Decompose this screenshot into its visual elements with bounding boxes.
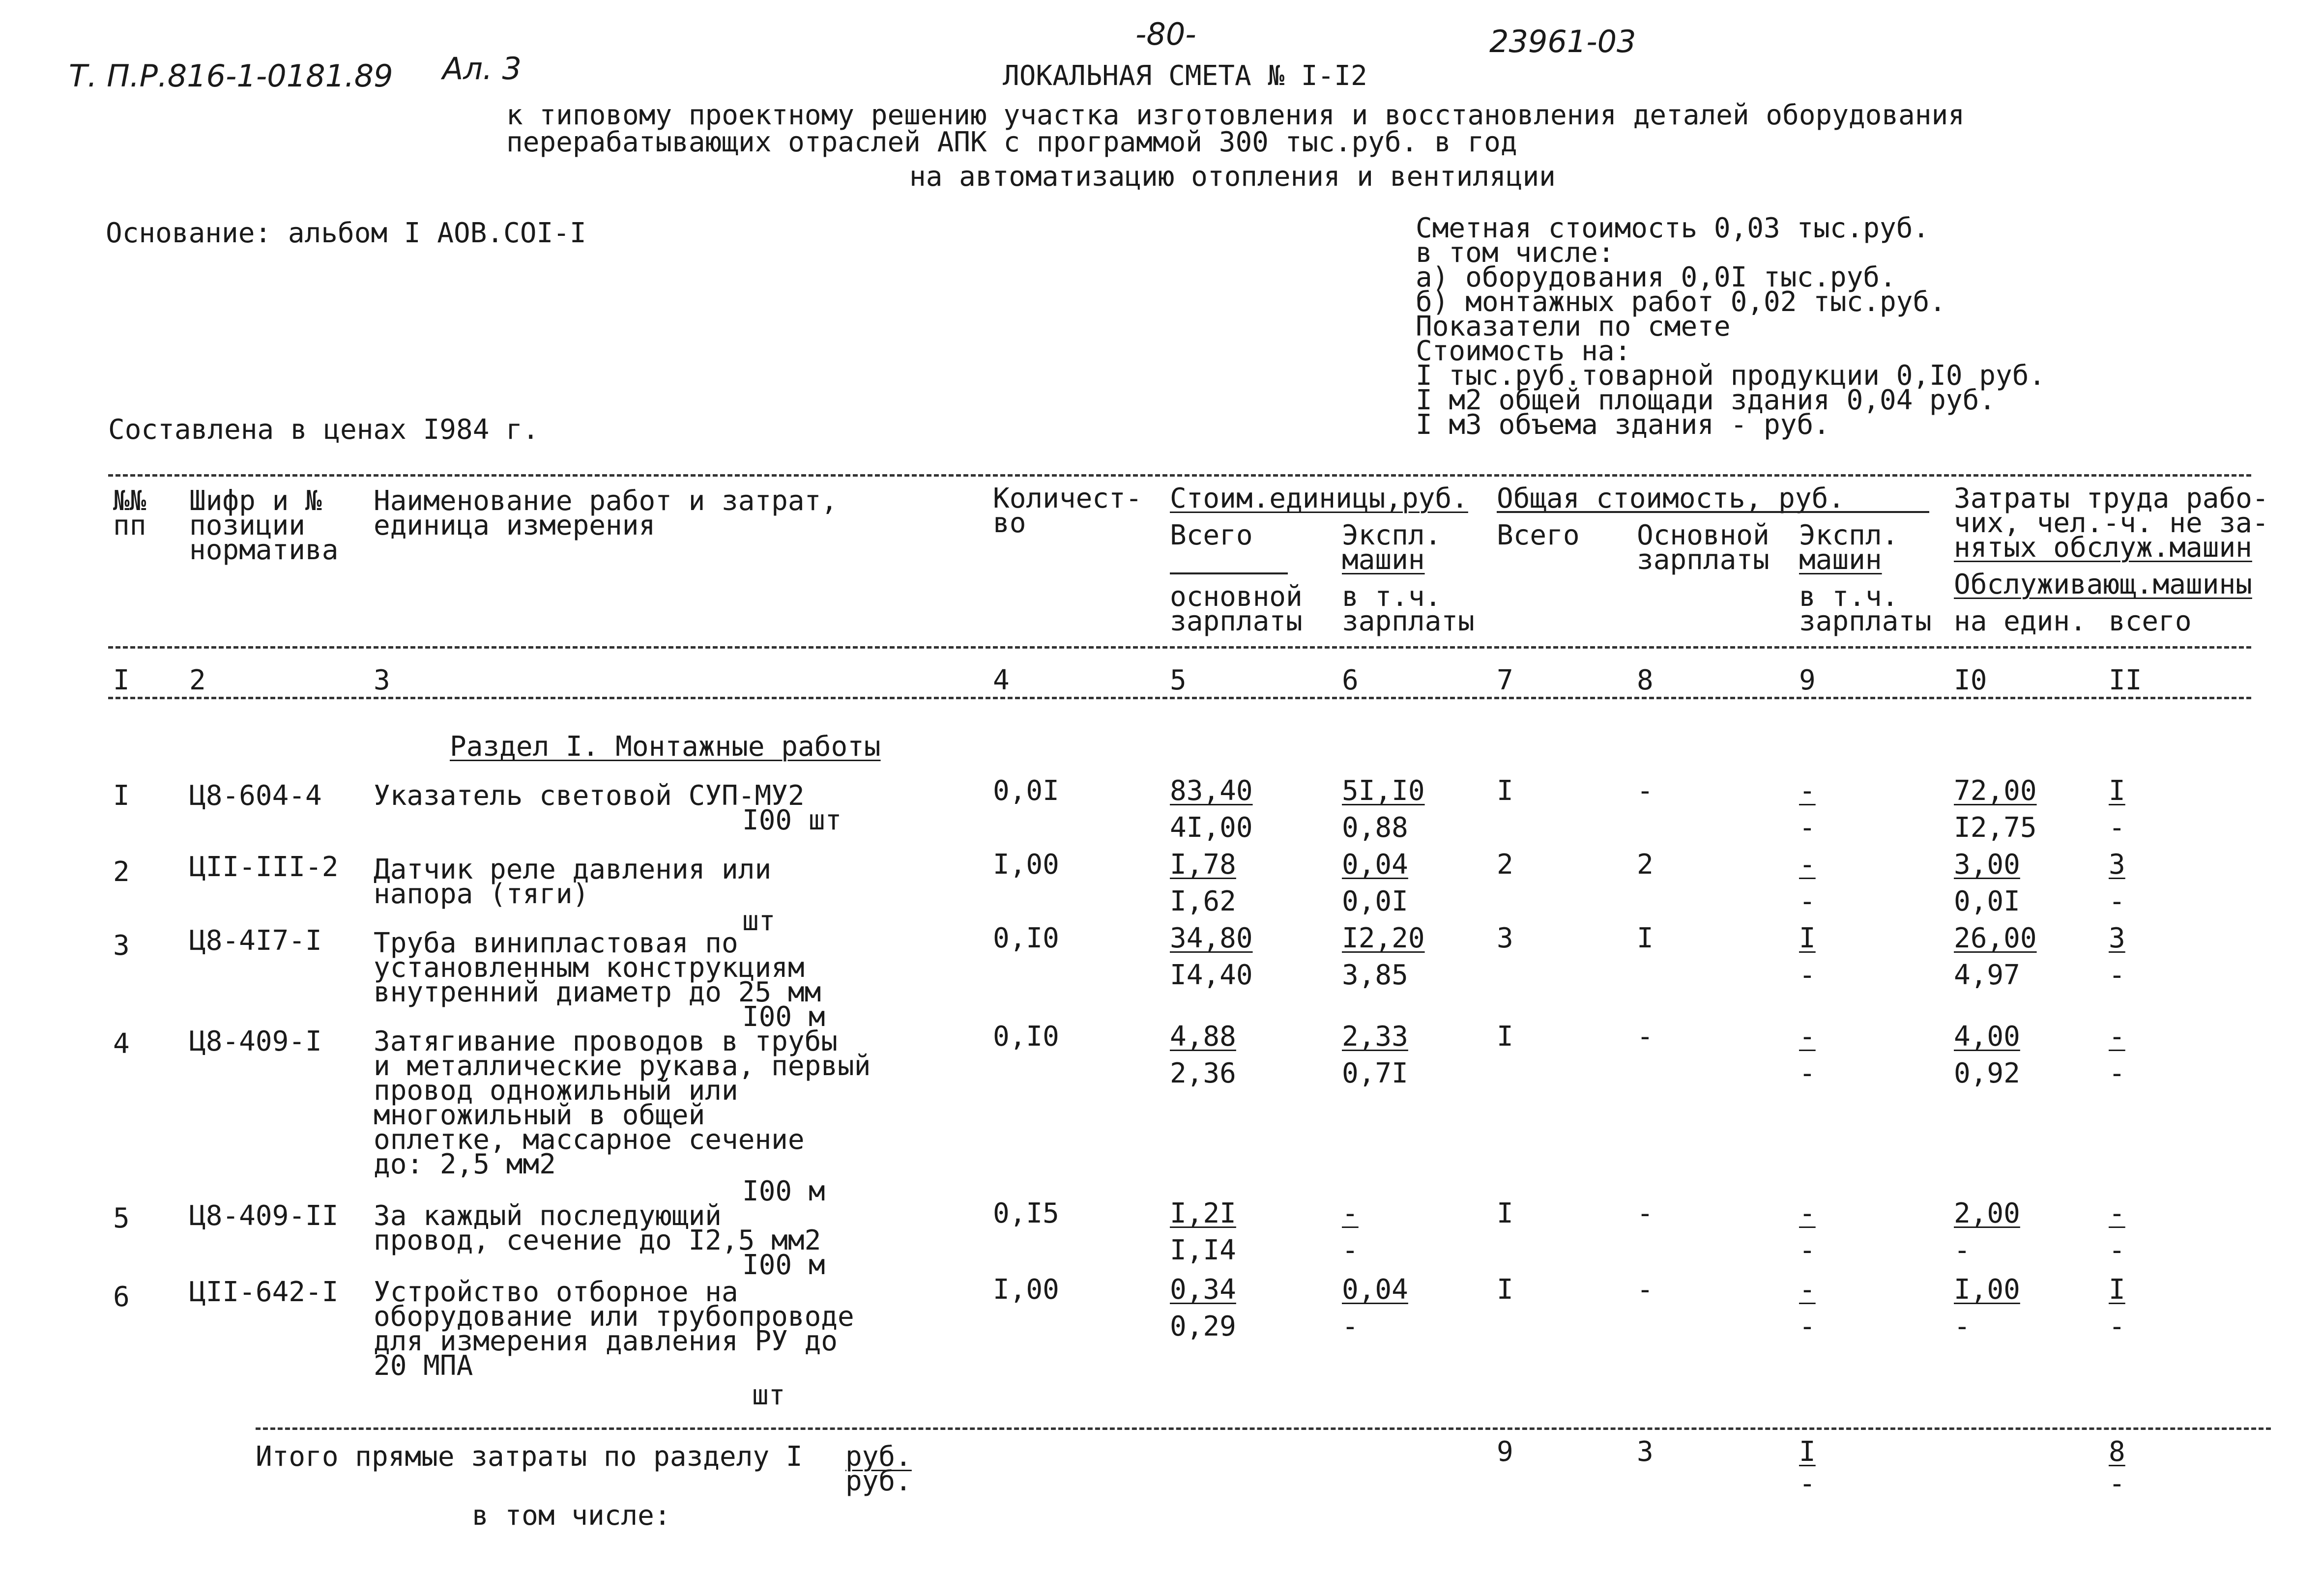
column-numbers-rule	[108, 697, 2251, 699]
row-labor-unit-service: 0,0I	[1954, 885, 2020, 917]
col-2-header: норматива	[189, 534, 339, 566]
row-unit-machine-wage: 0,88	[1342, 812, 1408, 844]
labor-header: нятых обслуж.машин	[1954, 532, 2252, 564]
total-wage-header: зарплаты	[1637, 544, 1770, 576]
row-unit-machine-wage: 3,85	[1342, 959, 1408, 991]
row-total-wage: I	[1637, 922, 1654, 954]
row-labor-all-service: -	[2109, 812, 2125, 844]
row-unit-machine: 5I,I0	[1342, 775, 1425, 807]
row-total: I	[1497, 775, 1513, 807]
summary-line: I м3 объема здания - руб.	[1416, 409, 1830, 441]
row-unit-machine-wage: -	[1342, 1311, 1359, 1342]
row-total-wage: -	[1637, 1197, 1654, 1229]
column-number: I0	[1954, 664, 1987, 696]
row-unit-total: 4,88	[1170, 1021, 1236, 1053]
total-cost-header: Общая стоимость, руб.	[1497, 483, 1845, 514]
summary-line: в том числе:	[1416, 237, 1615, 269]
summary-line: а) оборудования 0,0I тыс.руб.	[1416, 261, 1896, 293]
row-name: для измерения давления РУ до	[374, 1325, 838, 1357]
row-unit-total: I,2I	[1170, 1197, 1236, 1229]
column-number: 8	[1637, 664, 1654, 696]
project-code: Т. П.Р.816-1-0181.89	[69, 58, 393, 94]
row-total-machine: I	[1799, 922, 1816, 954]
unit-wage-header: зарплаты	[1170, 605, 1303, 637]
row-unit: I00 м	[742, 1249, 825, 1281]
row-labor-unit: 72,00	[1954, 775, 2037, 807]
labor-service-header: Обслуживающ.машины	[1954, 569, 2252, 600]
row-unit-machine-wage: -	[1342, 1234, 1359, 1266]
column-number: 7	[1497, 664, 1513, 696]
including-label: в том числе:	[472, 1500, 671, 1532]
row-labor-all: I	[2109, 775, 2125, 807]
row-total-machine-wage: -	[1799, 1311, 1816, 1342]
column-number: I	[113, 664, 130, 696]
column-number: 5	[1170, 664, 1187, 696]
compiled-prices: Составлена в ценах I984 г.	[108, 414, 539, 446]
row-unit-total: 34,80	[1170, 922, 1253, 954]
row-unit-machine-wage: 0,0I	[1342, 885, 1408, 917]
row-name: Труба винипластовая по	[374, 927, 738, 959]
row-unit-total: 0,34	[1170, 1274, 1236, 1306]
row-labor-unit: 3,00	[1954, 849, 2020, 881]
total-cost-rule	[1497, 511, 1929, 513]
col-1-header: пп	[113, 510, 146, 542]
totals-machine: I	[1799, 1436, 1816, 1468]
row-unit-wage: 0,29	[1170, 1311, 1236, 1342]
header-top-rule	[108, 474, 2251, 477]
row-name: Указатель световой СУП-МУ2	[374, 780, 805, 812]
totals-unit: руб.	[845, 1441, 912, 1473]
col-4-header: во	[993, 507, 1026, 539]
column-number: II	[2109, 664, 2142, 696]
subtitle-line-2: перерабатывающих отраслей АПК с программой 300 тыс.руб. в год	[506, 126, 1517, 158]
unit-total-rule	[1170, 572, 1288, 574]
row-qty: 0,I0	[993, 1021, 1059, 1053]
row-labor-all: I	[2109, 1274, 2125, 1306]
row-unit-wage: 2,36	[1170, 1057, 1236, 1089]
row-unit: I00 м	[742, 1001, 825, 1033]
row-name: провод, сечение до I2,5 мм2	[374, 1225, 821, 1256]
summary-line: Стоимость на:	[1416, 335, 1631, 367]
unit-cost-header: Стоим.единицы,руб.	[1170, 483, 1468, 514]
row-labor-all: -	[2109, 1021, 2125, 1053]
subtitle-line-3: на автоматизацию отопления и вентиляции	[909, 161, 1556, 193]
row-total-machine-wage: -	[1799, 885, 1816, 917]
row-total-machine: -	[1799, 1274, 1816, 1306]
column-number: 6	[1342, 664, 1359, 696]
col-1-header: №№	[113, 485, 146, 517]
row-unit-machine: -	[1342, 1197, 1359, 1229]
col-3-header: Наименование работ и затрат,	[374, 485, 838, 517]
row-labor-unit: 2,00	[1954, 1197, 2020, 1229]
row-labor-unit-service: 0,92	[1954, 1057, 2020, 1089]
unit-incl-header: зарплаты	[1342, 605, 1475, 637]
row-labor-all-service: -	[2109, 1057, 2125, 1089]
totals-machine-wage: -	[1799, 1468, 1816, 1500]
row-total-machine-wage: -	[1799, 1234, 1816, 1266]
totals-wage: 3	[1637, 1436, 1654, 1468]
row-labor-all-service: -	[2109, 885, 2125, 917]
summary-line: б) монтажных работ 0,02 тыс.руб.	[1416, 286, 1946, 318]
labor-header: чих, чел.-ч. не за-	[1954, 507, 2269, 539]
col-3-header: единица измерения	[374, 510, 656, 542]
row-qty: I,00	[993, 849, 1059, 881]
total-machine-header: Экспл.	[1799, 519, 1899, 551]
row-unit: шт	[752, 1379, 785, 1411]
row-labor-unit: I,00	[1954, 1274, 2020, 1306]
labor-header: Затраты труда рабо-	[1954, 483, 2269, 514]
row-labor-all: -	[2109, 1197, 2125, 1229]
col-4-header: Количест-	[993, 483, 1142, 514]
row-labor-all-service: -	[2109, 959, 2125, 991]
unit-total-header: Всего	[1170, 519, 1253, 551]
row-total: 3	[1497, 922, 1513, 954]
row-unit-wage: I,I4	[1170, 1234, 1236, 1266]
row-name: 20 МПА	[374, 1350, 473, 1382]
row-total-wage: -	[1637, 1274, 1654, 1306]
row-total: 2	[1497, 849, 1513, 881]
row-total-wage: 2	[1637, 849, 1654, 881]
unit-incl-header: в т.ч.	[1342, 581, 1442, 613]
row-total-machine-wage: -	[1799, 1057, 1816, 1089]
subtitle-line-1: к типовому проектному решению участка изготовления и восстановления деталей оборудования	[506, 99, 1965, 131]
column-number: 2	[189, 664, 206, 696]
summary-line: I м2 общей площади здания 0,04 руб.	[1416, 384, 1996, 416]
row-number: I	[113, 780, 130, 812]
row-name: провод одножильный или	[374, 1075, 738, 1107]
estimate-title: ЛОКАЛЬНАЯ СМЕТА № I-I2	[1003, 60, 1367, 92]
row-qty: I,00	[993, 1274, 1059, 1306]
row-name: до: 2,5 мм2	[374, 1148, 556, 1180]
summary-line: Сметная стоимость 0,03 тыс.руб.	[1416, 212, 1930, 244]
row-labor-all-service: -	[2109, 1234, 2125, 1266]
row-unit-wage: 4I,00	[1170, 812, 1253, 844]
row-qty: 0,0I	[993, 775, 1059, 807]
row-name: установленным конструкциям	[374, 952, 805, 984]
row-name: Датчик реле давления или	[374, 854, 772, 885]
row-unit-wage: I4,40	[1170, 959, 1253, 991]
column-number: 4	[993, 664, 1010, 696]
sheet-label: Ал. 3	[442, 51, 522, 86]
row-unit-machine: 2,33	[1342, 1021, 1408, 1053]
labor-unit-header: на един.	[1954, 605, 2087, 637]
row-labor-all-service: -	[2109, 1311, 2125, 1342]
row-name: многожильный в общей	[374, 1099, 705, 1131]
row-code: ЦII-III-2	[189, 851, 339, 883]
unit-machine-header: машин	[1342, 544, 1425, 576]
row-unit-machine: 0,04	[1342, 1274, 1408, 1306]
totals-labor-all-service: -	[2109, 1468, 2125, 1500]
total-incl-header: в т.ч.	[1799, 581, 1899, 613]
row-unit-machine: 0,04	[1342, 849, 1408, 881]
row-code: ЦII-642-I	[189, 1276, 339, 1308]
row-unit-wage: I,62	[1170, 885, 1236, 917]
total-incl-header: зарплаты	[1799, 605, 1932, 637]
row-labor-unit-service: -	[1954, 1311, 1971, 1342]
row-unit-machine-wage: 0,7I	[1342, 1057, 1408, 1089]
row-qty: 0,I0	[993, 922, 1059, 954]
row-name: Затягивание проводов в трубы	[374, 1026, 838, 1057]
totals-labor-all: 8	[2109, 1436, 2125, 1468]
row-code: Ц8-409-I	[189, 1026, 322, 1057]
column-number: 9	[1799, 664, 1816, 696]
row-total-wage: -	[1637, 775, 1654, 807]
row-total-machine: -	[1799, 849, 1816, 881]
totals-unit: руб.	[845, 1465, 912, 1497]
totals-rule	[256, 1427, 2271, 1430]
row-labor-all: 3	[2109, 922, 2125, 954]
row-number: 6	[113, 1281, 130, 1313]
totals-label: Итого прямые затраты по разделу I	[256, 1441, 803, 1473]
summary-line: Показатели по смете	[1416, 311, 1731, 342]
row-number: 5	[113, 1202, 130, 1234]
unit-machine-header: Экспл.	[1342, 519, 1442, 551]
row-number: 4	[113, 1028, 130, 1060]
row-qty: 0,I5	[993, 1197, 1059, 1229]
total-wage-header: Основной	[1637, 519, 1770, 551]
row-total-machine-wage: -	[1799, 959, 1816, 991]
row-name: напора (тяги)	[374, 878, 589, 910]
row-number: 3	[113, 930, 130, 962]
totals-total: 9	[1497, 1436, 1513, 1468]
row-total-machine: -	[1799, 1021, 1816, 1053]
row-unit-machine: I2,20	[1342, 922, 1425, 954]
row-total-wage: -	[1637, 1021, 1654, 1053]
row-code: Ц8-4I7-I	[189, 925, 322, 957]
section-title: Раздел I. Монтажные работы	[450, 731, 881, 763]
unit-wage-header: основной	[1170, 581, 1303, 613]
row-total-machine-wage: -	[1799, 812, 1816, 844]
row-labor-unit-service: 4,97	[1954, 959, 2020, 991]
summary-line: I тыс.руб.товарной продукции 0,I0 руб.	[1416, 360, 2046, 392]
row-total: I	[1497, 1197, 1513, 1229]
document-number: 23961-03	[1489, 24, 1636, 59]
row-name: внутренний диаметр до 25 мм	[374, 976, 821, 1008]
row-name: и металлические рукава, первый	[374, 1050, 871, 1082]
row-code: Ц8-604-4	[189, 780, 322, 812]
row-unit-total: I,78	[1170, 849, 1236, 881]
basis: Основание: альбом I АОВ.СОI-I	[106, 217, 586, 249]
col-2-header: Шифр и №	[189, 485, 322, 517]
row-total-machine: -	[1799, 1197, 1816, 1229]
total-total-header: Всего	[1497, 519, 1580, 551]
row-name: оплетке, массарное сечение	[374, 1124, 805, 1156]
row-labor-unit: 4,00	[1954, 1021, 2020, 1053]
row-total: I	[1497, 1021, 1513, 1053]
col-2-header: позиции	[189, 510, 306, 542]
row-labor-unit: 26,00	[1954, 922, 2037, 954]
total-machine-header: машин	[1799, 544, 1882, 576]
row-number: 2	[113, 856, 130, 888]
row-name: За каждый последующий	[374, 1200, 722, 1232]
header-bottom-rule	[108, 646, 2251, 649]
page-number: -80-	[1135, 16, 1196, 52]
column-number: 3	[374, 664, 390, 696]
row-unit: шт	[742, 905, 776, 937]
row-total: I	[1497, 1274, 1513, 1306]
row-labor-unit-service: I2,75	[1954, 812, 2037, 844]
row-unit: I00 шт	[742, 804, 842, 836]
row-unit-total: 83,40	[1170, 775, 1253, 807]
row-unit: I00 м	[742, 1175, 825, 1207]
row-name: оборудование или трубопроводе	[374, 1301, 854, 1333]
row-name: Устройство отборное на	[374, 1276, 738, 1308]
row-code: Ц8-409-II	[189, 1200, 339, 1232]
row-total-machine: -	[1799, 775, 1816, 807]
labor-all-header: всего	[2109, 605, 2192, 637]
row-labor-unit-service: -	[1954, 1234, 1971, 1266]
row-labor-all: 3	[2109, 849, 2125, 881]
